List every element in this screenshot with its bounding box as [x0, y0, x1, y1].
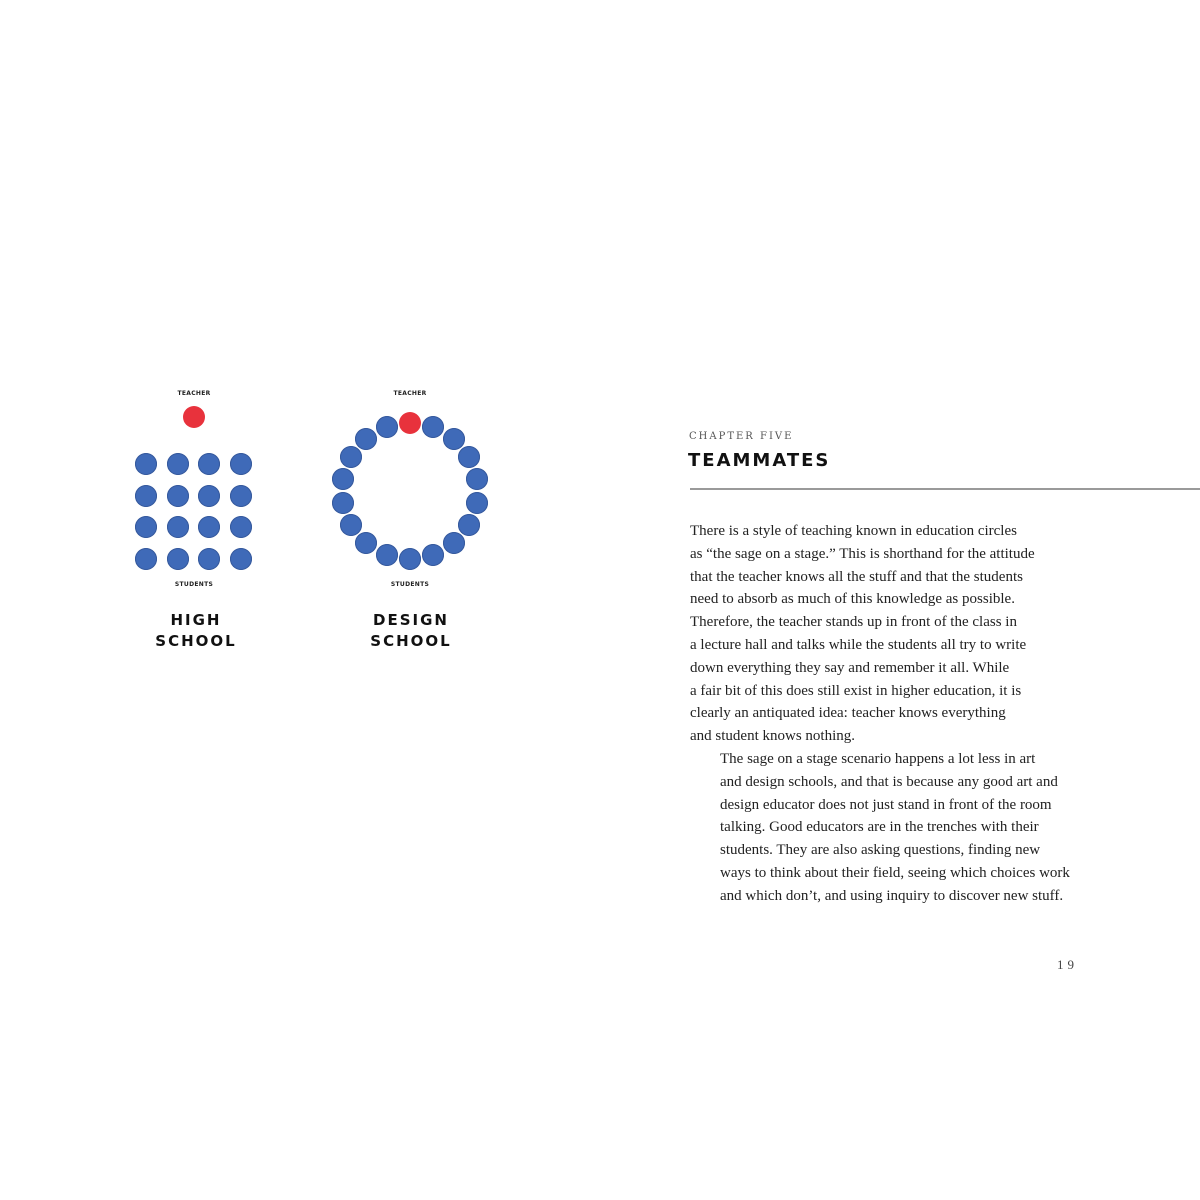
teacher-label: TEACHER — [177, 390, 211, 397]
text-line: talking. Good educators are in the trenches with their — [720, 819, 1039, 836]
student-dot — [422, 544, 444, 566]
text-line: and design schools, and that is because any good art and — [720, 773, 1058, 790]
student-dot — [355, 428, 377, 450]
paragraph-1 — [690, 520, 1085, 748]
student-dot — [332, 492, 354, 514]
design-school-title: DESIGN SCHOOL — [370, 611, 452, 650]
student-dot — [332, 468, 354, 490]
text-line: Therefore, the teacher stands up in front of the class in — [690, 614, 1017, 631]
student-dot — [466, 468, 488, 490]
student-dot — [399, 548, 421, 570]
student-dot — [422, 416, 444, 438]
heading-rule — [690, 488, 1200, 490]
student-dot — [458, 446, 480, 468]
text-line: down everything they say and remember it all. While — [690, 659, 1010, 676]
student-dot — [443, 532, 465, 554]
text-line: as “the sage on a stage.” This is shorthand for the attitude — [690, 545, 1035, 562]
text-line: ways to think about their field, seeing which choices work — [720, 864, 1070, 881]
text-line: need to absorb as much of this knowledge as possible. — [690, 591, 1015, 608]
text-line: and which don’t, and using inquiry to discover new stuff. — [720, 887, 1064, 904]
text-line: The sage on a stage scenario happens a lot less in art — [720, 750, 1036, 767]
high-school-title: HIGH SCHOOL — [155, 611, 237, 650]
student-dot — [376, 416, 398, 438]
student-dot — [340, 514, 362, 536]
chapter-kicker: CHAPTER FIVE — [689, 431, 794, 442]
text-line: that the teacher knows all the stuff and that the students — [690, 568, 1023, 585]
chapter-title: TEAMMATES — [688, 450, 831, 471]
student-dot — [458, 514, 480, 536]
teacher-label: TEACHER — [393, 390, 427, 397]
teacher-dot — [399, 412, 421, 434]
design-school-diagram — [0, 0, 600, 700]
text-line: There is a style of teaching known in education circles — [690, 523, 1017, 539]
text-line: design educator does not just stand in front of the room — [720, 796, 1052, 813]
text-line: students. They are also asking questions, finding new — [720, 842, 1041, 859]
text-line: clearly an antiquated idea: teacher knows everything — [690, 705, 1006, 722]
text-line: a lecture hall and talks while the students all try to write — [690, 636, 1027, 653]
student-dot — [376, 544, 398, 566]
students-label: STUDENTS — [390, 581, 430, 588]
text-line: and student knows nothing. — [690, 728, 855, 745]
student-dot — [340, 446, 362, 468]
page-number: 19 — [1057, 957, 1078, 972]
body-text — [690, 520, 1085, 908]
student-dot — [466, 492, 488, 514]
paragraph-2 — [690, 748, 1085, 908]
student-dot — [355, 532, 377, 554]
text-line: a fair bit of this does still exist in higher education, it is — [690, 682, 1022, 699]
student-dot — [443, 428, 465, 450]
students-label: STUDENTS — [174, 581, 214, 588]
